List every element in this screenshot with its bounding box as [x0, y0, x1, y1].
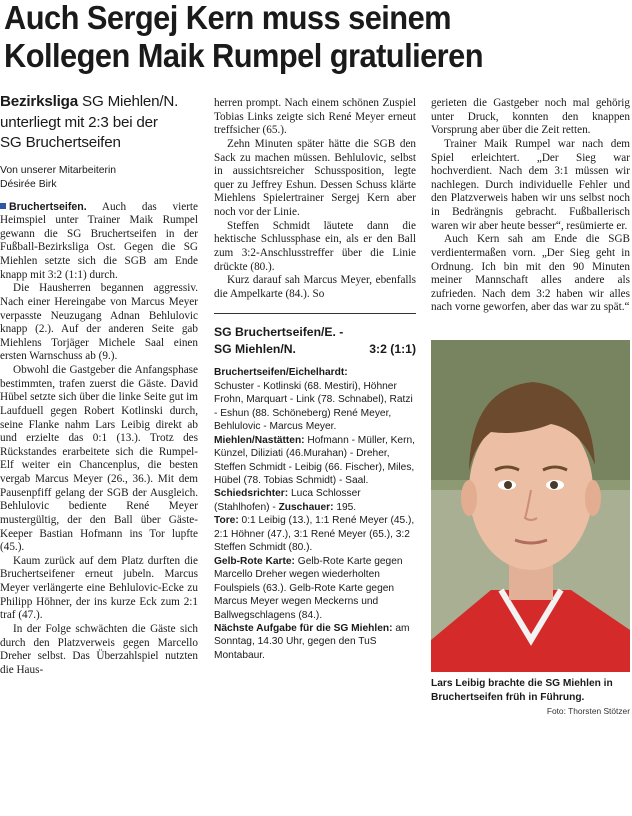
team-home: SG Bruchertseifen/E. - [214, 325, 344, 340]
stats-referee [214, 487, 416, 514]
stats-text: Luca Schlosser (Stahlhofen) - [214, 488, 361, 513]
byline [0, 164, 198, 192]
stats-lineup-home [214, 366, 416, 433]
stats-text: Hofmann - Müller, Kern, Künzel, Diliziati (46.Murahan) - Dreher, Steffen Schmidt - Leibig (66. Fischer), Miles, Hübel (78. Tobias Schmidt) - Saal. [214, 434, 415, 486]
byline-role: Von unserer Mitarbeiterin [0, 164, 117, 176]
column-2 [214, 97, 416, 662]
stats-label: Tore: [214, 515, 239, 527]
paragraph: Kaum zurück auf dem Platz durften die Bruchertseifener erneut jubeln. Marcus Meyer verlängerte eine Behlulovic-Ecke zu Philipp Höhner, der ins kurze Eck zum 2:1 traf (47.). [0, 554, 198, 622]
headline-line-2: Kollegen Maik Rumpel gratulieren [4, 38, 483, 75]
paragraph: Auch Kern sah am Ende die SGB verdientermaßen vorn. „Der Sieg geht in Ordnung. Ich bin mit den 90 Minuten meiner Mannschaft alles andere als zufrieden. Nach dem 3:2 haben wir alles nach vorne geworfen, aber das war zu spät.“ [431, 233, 630, 314]
section-square-icon [0, 203, 6, 209]
stats-cards [214, 555, 416, 622]
stats-text: am Sonntag, 14.30 Uhr, gegen den TuS Montabaur. [214, 622, 410, 661]
paragraph: gerieten die Gastgeber noch mal gehörig unter Druck, konnten den knappen Vorsprung aber über die Zeit retten. [431, 97, 630, 137]
stats-next-match [214, 622, 416, 662]
photo-caption: Lars Leibig brachte die SG Miehlen in Bruchertseifen früh in Führung. [431, 678, 613, 703]
article-body-col3 [431, 97, 630, 315]
subhead-line-3: SG Bruchertseifen [0, 134, 121, 151]
byline-author: Désirée Birk [0, 178, 57, 190]
paragraph: herren prompt. Nach einem schönen Zuspiel Tobias Links zeigte sich René Meyer erneut treffsicher (65.). [214, 97, 416, 137]
subhead-line-2: unterliegt mit 2:3 bei der [0, 113, 158, 131]
dateline: Bruchertseifen. [9, 200, 87, 213]
score-line-2 [214, 341, 416, 358]
paragraph: Kurz darauf sah Marcus Meyer, ebenfalls die Ampelkarte (84.). So [214, 274, 416, 300]
headline-line-1: Auch Sergej Kern muss seinem [4, 0, 452, 37]
stats-text: Gelb-Rote Karte gegen Marcello Dreher wegen wiederholten Foulspiels (63.). Gelb-Rote Karte gegen Marcus Meyer wegen Meckerns und Ballwegschlagens (84.). [214, 555, 403, 621]
stats-lineup-away [214, 434, 416, 488]
stats-text: 195. [333, 501, 357, 513]
match-info-box [214, 313, 416, 662]
score-line-1 [214, 324, 416, 341]
stats-text: 0:1 Leibig (13.), 1:1 René Meyer (45.), 2:1 Höhner (47.), 3:1 René Meyer (65.), 3:2 Steffen Schmidt (80.). [214, 515, 415, 554]
player-photo [431, 340, 630, 672]
stats-label: Miehlen/Nastätten: [214, 434, 305, 446]
paragraph: Trainer Maik Rumpel war nach dem Spiel erleichtert. „Der Sieg war hochverdient. Nach dem 3:1 müssen wir nachlegen. Durch individuelle Fehler und den Platzverweis haben wir uns selbst noch in Bedrängnis gebracht. Fußballerisch waren wir aber heute besser“, resümierte er. [431, 137, 630, 232]
stats-label: Gelb-Rote Karte: [214, 555, 295, 567]
paragraph: In der Folge schwächten die Gäste sich durch den Platzverweis gegen Marcello Dreher selbst. Das Überzahlspiel nutzten die Haus- [0, 622, 198, 676]
paragraph: Steffen Schmidt läutete dann die hektische Schlussphase ein, als er den Ball zum 3:2-Anschlusstreffer über die Linie drückte (80.). [214, 219, 416, 273]
column-3 [431, 97, 630, 716]
stats-label: Nächste Aufgabe für die SG Miehlen: [214, 622, 393, 634]
stats-goals [214, 514, 416, 554]
stats-label: Zuschauer: [278, 501, 334, 513]
column-1 [0, 92, 198, 677]
article-body-col2 [214, 97, 416, 301]
stats-label: Schiedsrichter: [214, 488, 289, 500]
subhead-league: Bezirksliga [0, 93, 78, 110]
stats-text: Schuster - Kotlinski (68. Mestiri), Höhner Frohn, Marquart - Link (78. Schnabel), Ratzi - Eshun (88. Schöneberg) René Meyer, Behlulovic - Marcus Meyer. [214, 380, 413, 433]
paragraph-text: Auch das vierte Heimspiel unter Trainer Maik Rumpel gewann die SG Bruchertseifen in der Fußball-Bezirksliga Ost. Gegen die SG Miehlen setzte sich die SGB am Ende knapp mit 3:2 (1:1) durch. [0, 200, 198, 281]
paragraph [0, 201, 198, 283]
headline [4, 0, 580, 76]
subhead-line-1 [0, 92, 198, 113]
stats-label: Bruchertseifen/Eichelhardt: [214, 367, 348, 379]
paragraph: Die Hausherren begannen aggressiv. Nach einer Hereingabe von Marcus Meyer verpasste Neuzugang Adnan Behlulovic knapp (2.). Auf der anderen Seite gab Miehlens Torjäger Michele Saal einen ersten Warnschuss ab (9.). [0, 282, 198, 363]
paragraph: Zehn Minuten später hätte die SGB den Sack zu machen müssen. Behlulovic, selbst in aussichtsreicher Schussposition, legte quer zu Jeffrey Eshun. Dessen Schuss klärte Miehlens Spielertrainer Sergej Kern aber noch vor der Linie. [214, 137, 416, 218]
portrait-illustration [431, 340, 630, 672]
team-away: SG Miehlen/N. [214, 342, 296, 357]
match-result: 3:2 (1:1) [369, 342, 416, 357]
match-stats [214, 366, 416, 662]
article-body-col1 [0, 201, 198, 678]
paragraph: Obwohl die Gastgeber die Anfangsphase bestimmten, trafen zuerst die Gäste. David Hübel setzte sich über die linke Seite gut im Laufduell gegen Robert Kotlinski durch, seine Flanke nahm Lars Leibig direkt ab und erzielte das 0:1 (13.). Trotz des Rückstandes erarbeitete sich die Rumpel-Elf weiter ein Chancenplus, die besten vergab Marcus Meyer (26., 36.). Mit dem Pausenpfiff gelang der SGB der Ausgleich. Behlulovic bediente René Meyer mustergültig, der den Ball über Gäste-Keeper Bastian Hofmann ins Tor lupfte (45.). [0, 364, 198, 554]
photo-credit: Foto: Thorsten Stötzer [546, 706, 630, 717]
subhead-team: SG Miehlen/N. [78, 93, 179, 110]
